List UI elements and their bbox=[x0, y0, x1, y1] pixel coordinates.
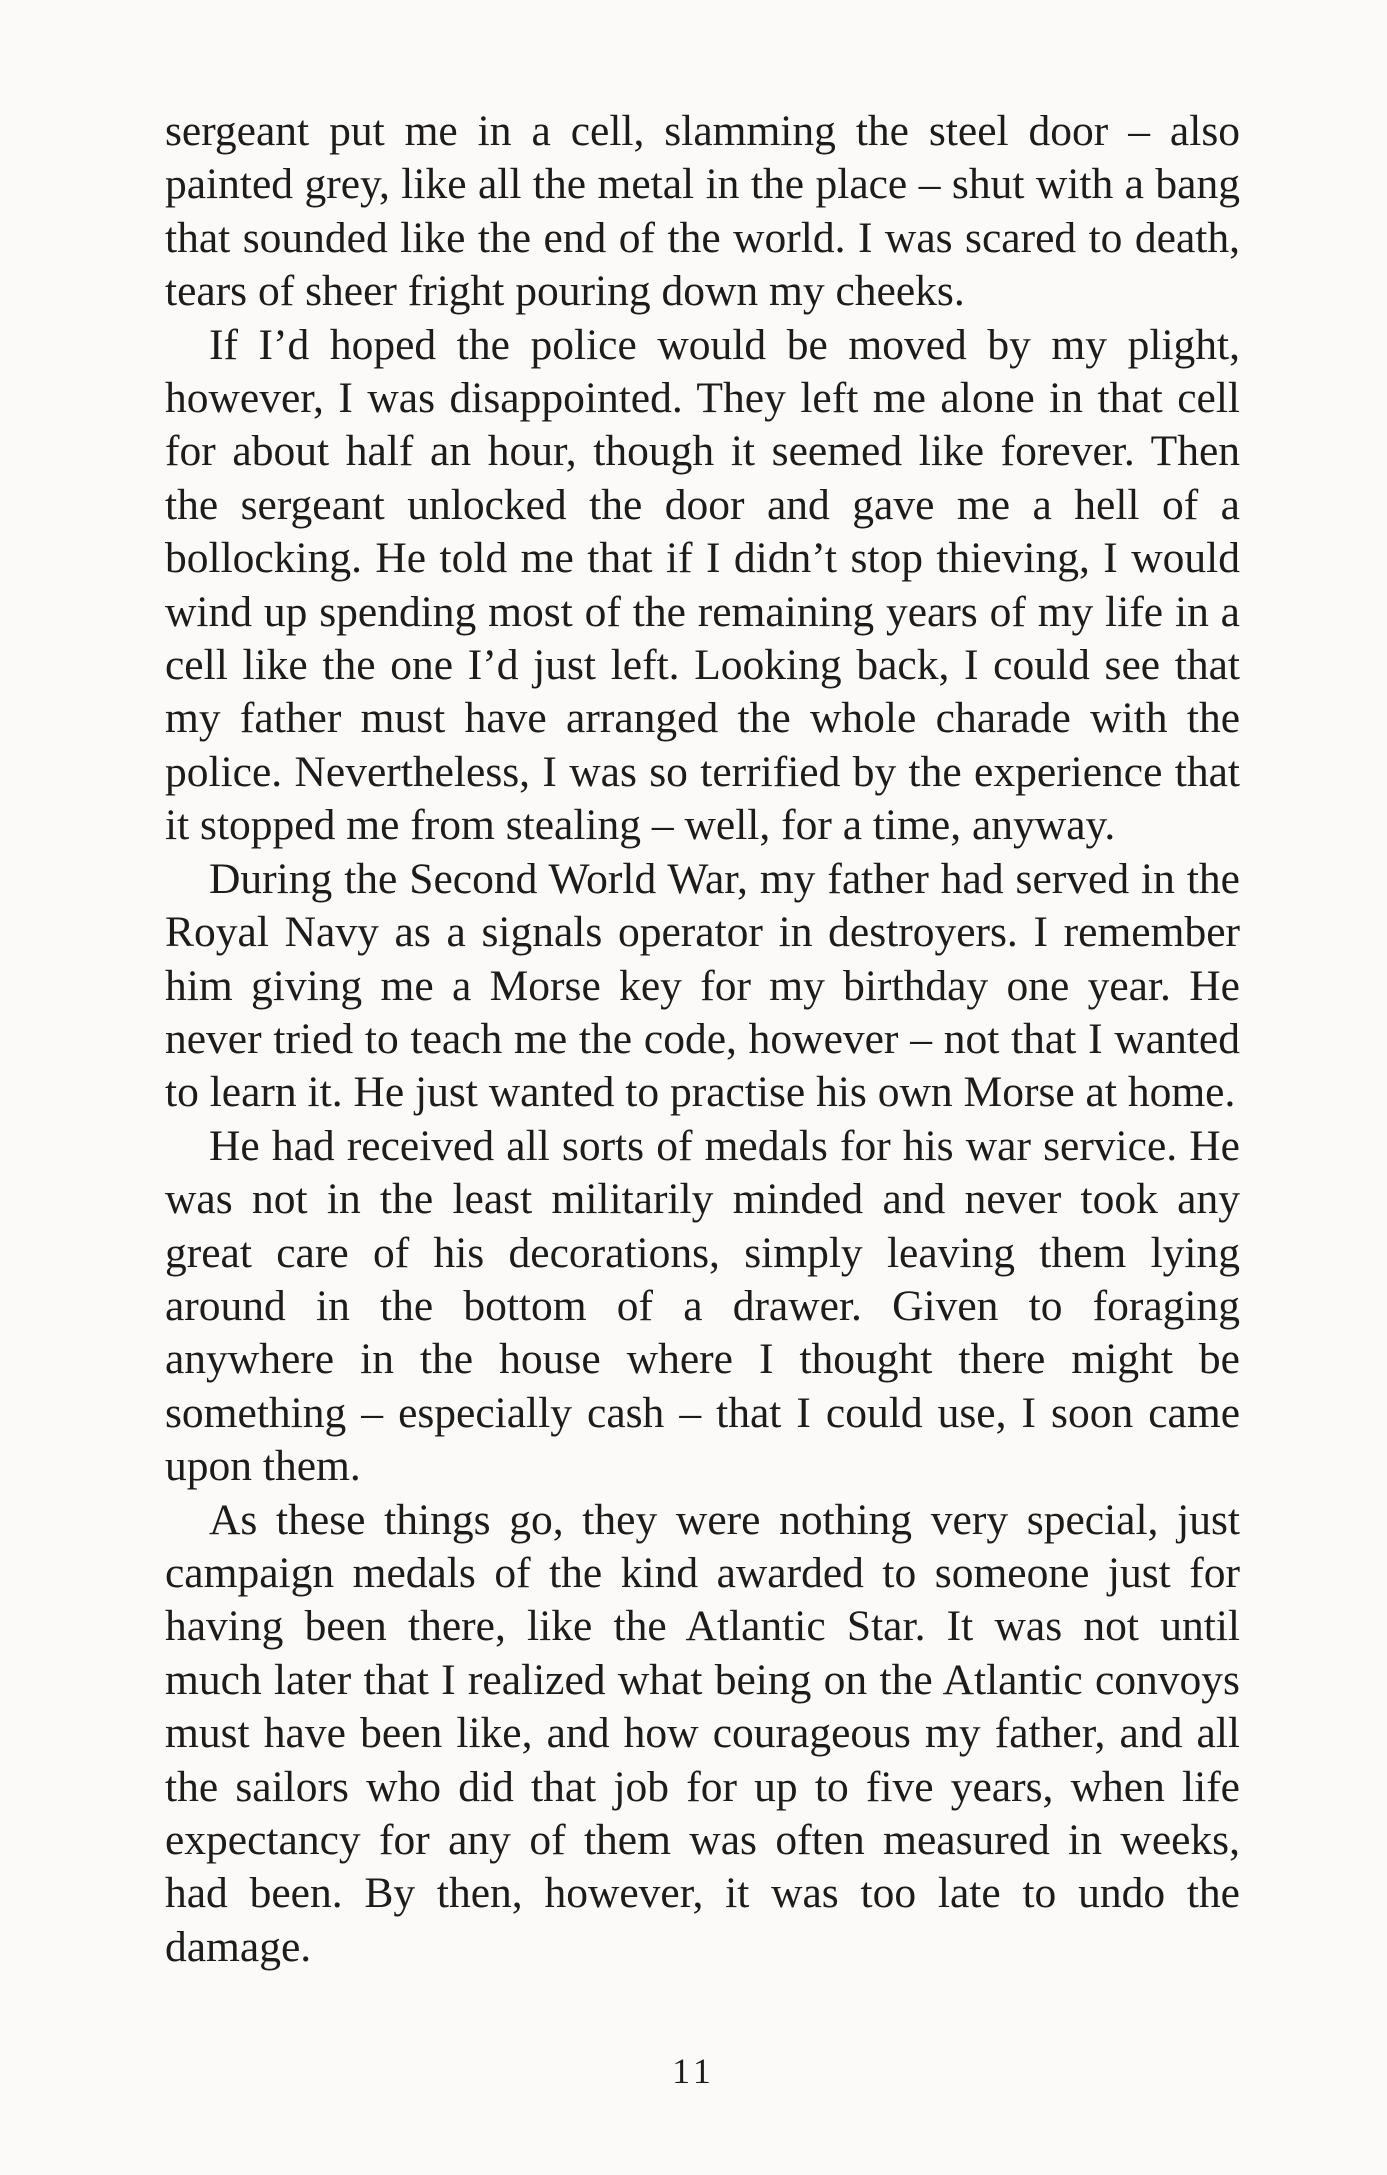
paragraph-atlantic-star: As these things go, they were nothing very special, just campaign medals of the kind awarded to someone just for having been there, like the Atlantic Star. It was not until much later that I realized what being on the Atlantic convoys must have been like, and how courageous my father, and all the sailors who did that job for up to five years, when life expectancy for any of them was often measured in weeks, had been. By then, however, it was too late to undo the damage. bbox=[165, 1495, 1240, 1971]
body-text bbox=[165, 105, 1240, 1974]
page-number: 11 bbox=[672, 2051, 715, 2091]
paragraph-police-cell: If I’d hoped the police would be moved by my plight, however, I was disappointed. They left me alone in that cell for about half an hour, though it seemed like forever. Then the sergeant unlocked the door and gave me a hell of a bollocking. He told me that if I didn’t stop thieving, I would wind up spending most of the remaining years of my life in a cell like the one I’d just left. Looking back, I could see that my father must have arranged the whole charade with the police. Nevertheless, I was so terrified by the experience that it stopped me from stealing – well, for a time, anyway. bbox=[165, 320, 1240, 850]
paragraph-royal-navy: During the Second World War, my father had served in the Royal Navy as a signals operator in destroyers. I remember him giving me a Morse key for my birthday one year. He never tried to teach me the code, however – not that I wanted to learn it. He just wanted to practise his own Morse at home. bbox=[165, 854, 1240, 1117]
paragraph-war-medals: He had received all sorts of medals for his war service. He was not in the least militarily minded and never took any great care of his decorations, simply leaving them lying around in the bottom of a drawer. Given to foraging anywhere in the house where I thought there might be something – especially cash – that I could use, I soon came upon them. bbox=[165, 1121, 1240, 1491]
paragraph-continued: sergeant put me in a cell, slamming the steel door – also painted grey, like all the metal in the place – shut with a bang that sounded like the end of the world. I was scared to death, tears of sheer fright pouring down my cheeks. bbox=[165, 107, 1240, 316]
